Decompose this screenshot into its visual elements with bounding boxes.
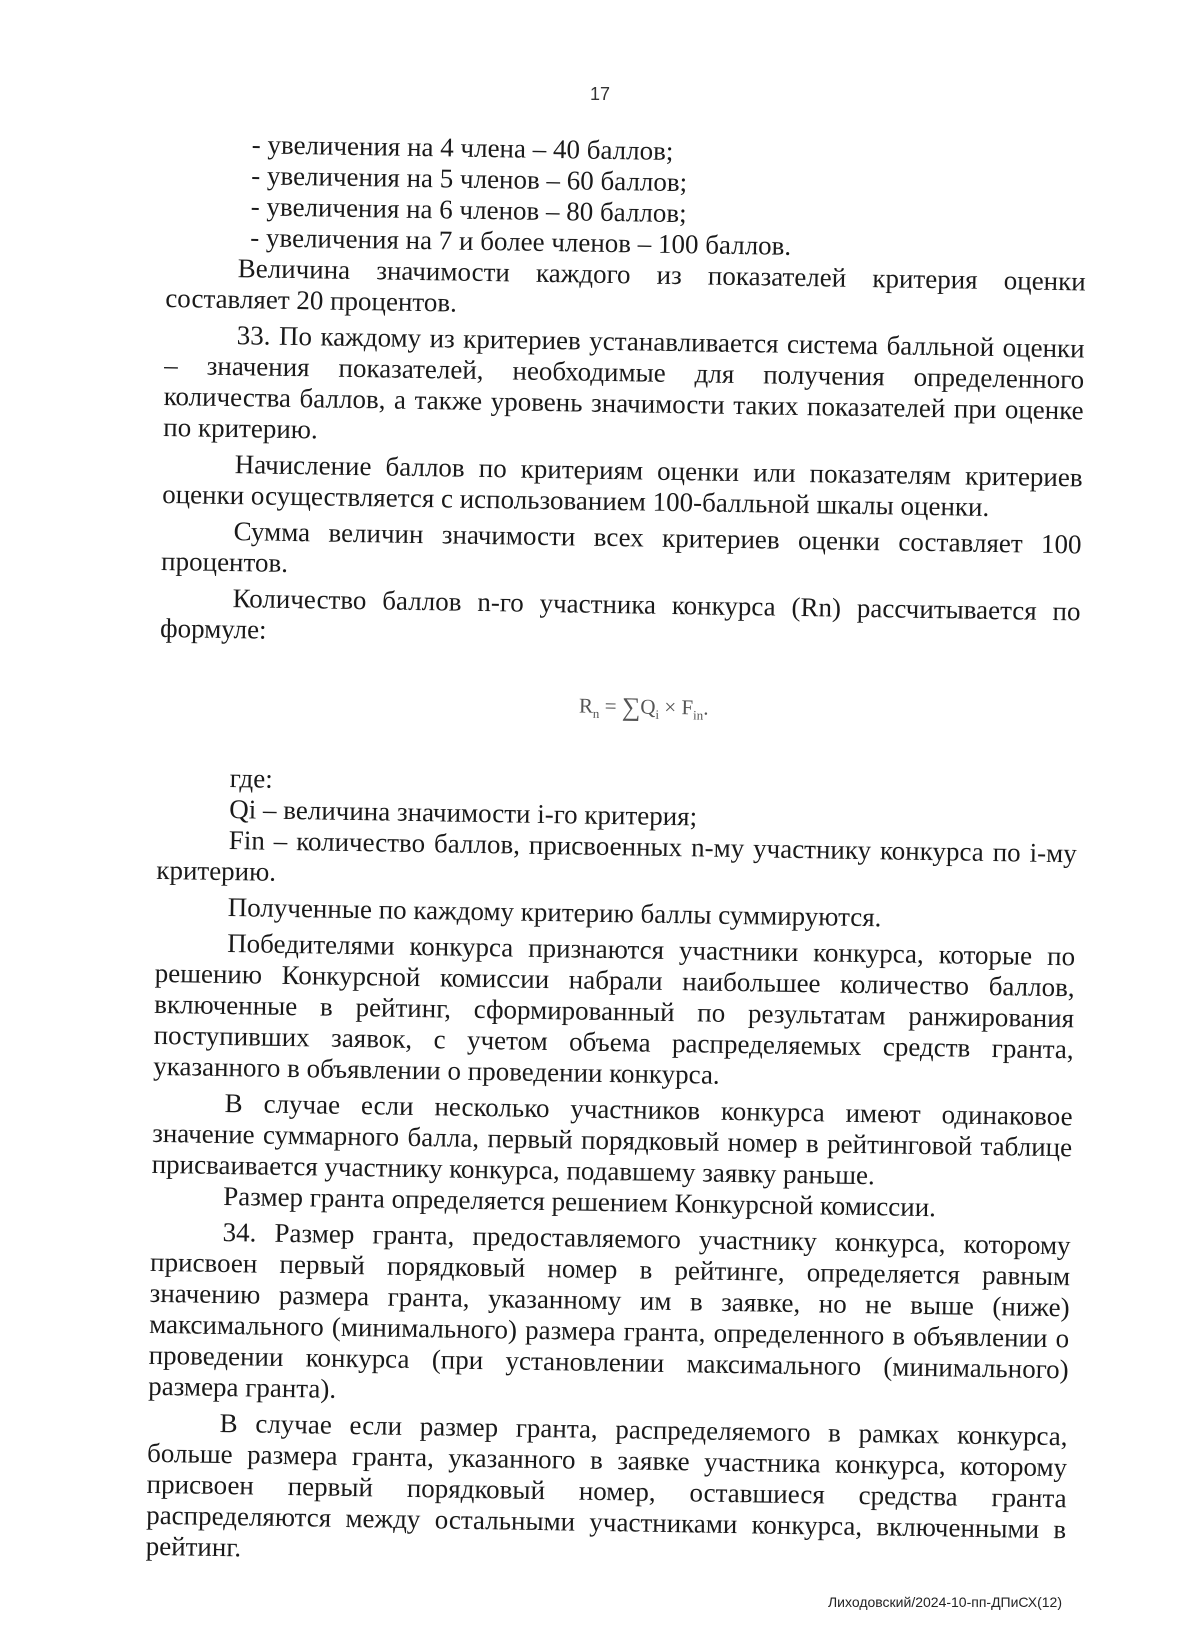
where-label: где: — [229, 763, 273, 794]
formula-times: × — [664, 694, 677, 720]
paragraph-winners: Победителями конкурса признаются участники конкурса, которые по решению Конкурсной комиссии набрали наибольшее количество баллов, включенные в рейтинг, сформированный по результатам ранжирования поступивших заявок, с учетом объема распределяемых средств гранта, указанного в объявлении о проведении конкурса. — [153, 928, 1076, 1090]
formula-end: . — [703, 695, 709, 720]
paragraph-grant-size: Размер гранта определяется решением Конкурсной комиссии. — [222, 1181, 937, 1223]
bullet-list — [166, 128, 1088, 266]
paragraph-tie-rule: В случае если несколько участников конкурса имеют одинаковое значение суммарного балла, первый порядковый номер в рейтинговой таблице присваивается участнику конкурса, подавшему заявку раньше. — [151, 1088, 1073, 1191]
paragraph-sum-points: Полученные по каждому критерию баллы суммируются. — [227, 892, 882, 933]
paragraph-remaining-funds: В случае если размер гранта, распределяемого в рамках конкурса, больше размера гранта, указанного в заявке участника конкурса, которому присвоен первый порядковый номер, оставшиеся средства гранта распределяются между остальными участниками конкурса, включенными в рейтинг. — [145, 1408, 1068, 1563]
paragraph-scoring-scale: Начисление баллов по критериям оценки или показателям критериев оценки осуществляется с использованием 100-балльной шкалы оценки. — [162, 449, 1083, 522]
paragraph-formula-intro: Количество баллов n-го участника конкурса (Rn) рассчитывается по формуле: — [159, 583, 1081, 645]
definition-qi: Qi – величина значимости i-го критерия; — [229, 794, 698, 832]
formula-q-sub: i — [655, 706, 660, 722]
formula-lhs: R — [578, 693, 594, 718]
formula — [159, 684, 1079, 737]
page-number: 17 — [589, 84, 611, 104]
formula-equals: = — [604, 693, 617, 719]
list-item: - увеличения на 4 члена – 40 баллов; — [251, 129, 674, 166]
footer-document-code: Лиходовский/2024-10-пп-ДПиСХ(12) — [827, 1594, 1062, 1610]
formula-q: Q — [640, 694, 656, 719]
document-body — [145, 128, 1087, 1576]
list-item: - увеличения на 7 и более членов – 100 баллов. — [250, 222, 792, 261]
paragraph-significance: Величина значимости каждого из показателей критерия оценки составляет 20 процентов. — [165, 253, 1086, 318]
paragraph-34: 34. Размер гранта, предоставляемого участнику конкурса, которому присвоен первый порядковый номер в рейтинге, определяется равным значению размера гранта, указанному им в заявке, но не выше (ниже) максимального (минимального) размера гранта, определенного в объявлении о проведении конкурса (при установлении максимального (минимального) размера гранта). — [148, 1217, 1071, 1404]
list-item: - увеличения на 5 членов – 60 баллов; — [251, 160, 688, 198]
paragraph-33: 33. По каждому из критериев устанавливается система балльной оценки – значения показателей, необходимые для получения определенного количества баллов, а также уровень значимости таких показателей при оценке по критерию. — [163, 320, 1085, 445]
formula-f-sub: in — [692, 707, 704, 723]
paragraph-sum-significance: Сумма величин значимости всех критериев оценки составляет 100 процентов. — [160, 516, 1082, 578]
formula-sigma: ∑ — [621, 692, 641, 722]
definition-fin: Fin – количество баллов, присвоенных n-му участнику конкурса по i-му критерию. — [156, 825, 1077, 887]
list-item: - увеличения на 6 членов – 80 баллов; — [250, 191, 687, 229]
formula-lhs-sub: n — [592, 705, 600, 722]
formula-f: F — [681, 695, 694, 720]
